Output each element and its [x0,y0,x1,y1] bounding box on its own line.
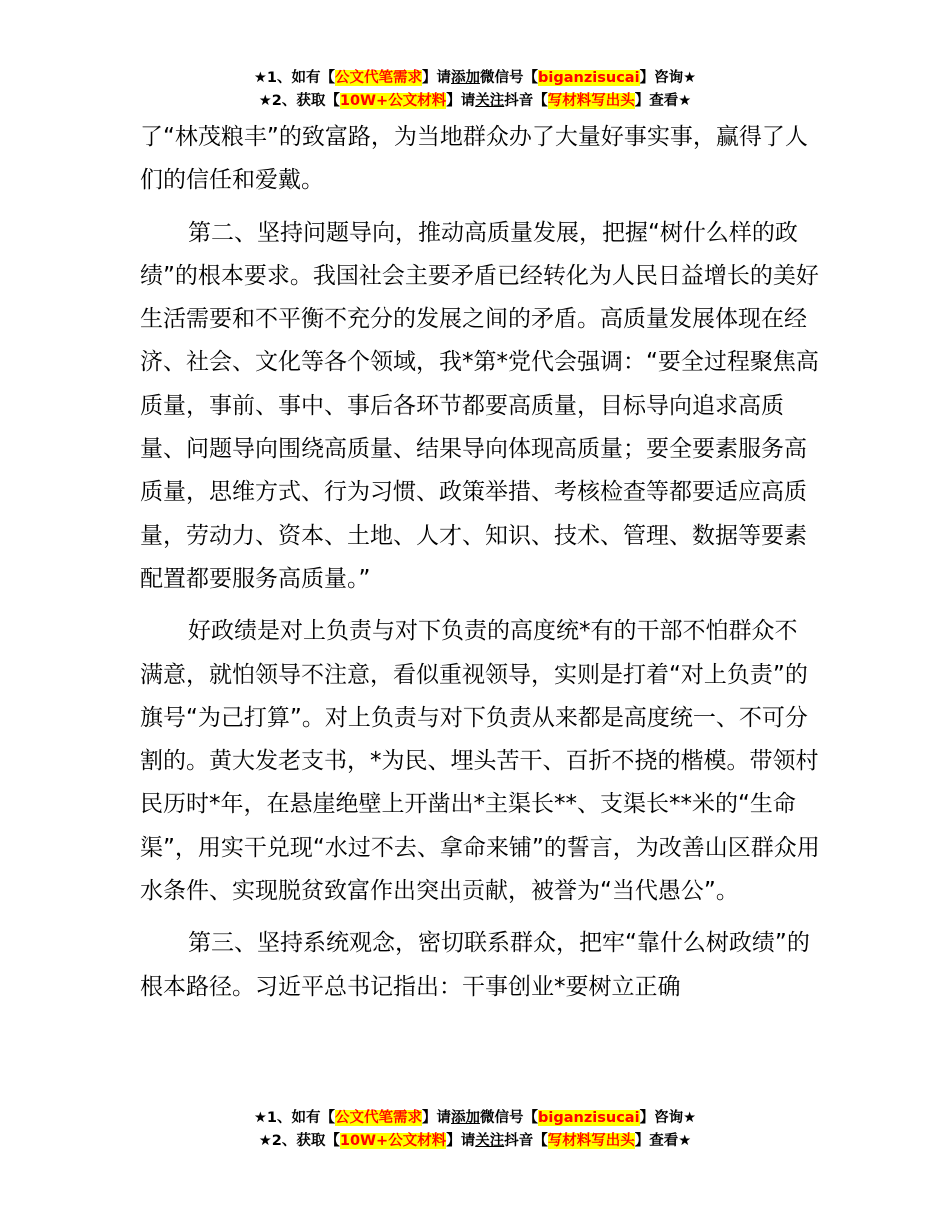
banner-text: ★1、如有【 [253,1110,336,1126]
banner-text: 】咨询★ [639,1110,697,1126]
banner-text: ★1、如有【 [253,70,336,86]
banner-highlight: 写材料写出头 [547,1133,635,1149]
paragraph-section-two: 第二、坚持问题导向，推动高质量发展，把握“树什么样的政绩”的根本要求。我国社会主要矛盾已经转化为人民日益增长的美好生活需要和不平衡不充分的发展之间的矛盾。高质量发展体现在经济、社会、文化等各个领域，我*第*党代会强调：“要全过程聚焦高质量，事前、事中、事后各环节都要高质量，目标导向追求高质量、问题导向围绕高质量、结果导向体现高质量；要全要素服务高质量，思维方式、行为习惯、政策举措、考核检查等都要适应高质量，劳动力、资本、土地、人才、知识、技术、管理、数据等要素配置都要服务高质量。” [140,219,819,592]
paragraph-good-performance: 好政绩是对上负责与对下负责的高度统*有的干部不怕群众不满意，就怕领导不注意，看似重视领导，实则是打着“对上负责”的旗号“为己打算”。对上负责与对下负责从来都是高度统一、不可分割的。黄大发老支书，*为民、埋头苦干、百折不挠的楷模。带领村民历时*年，在悬崖绝壁上开凿出*主渠长**、支渠长**米的“生命渠”，用实干兑现“水过不去、拿命来铺”的誓言，为改善山区群众用水条件、实现脱贫致富作出突出贡献，被誉为“当代愚公”。 [140,618,820,905]
banner-line-1 [0,1107,950,1130]
banner-text: 微信号【 [480,1110,539,1126]
banner-underlined-text: 关注 [475,1133,505,1149]
banner-highlight: biganzisucai [538,70,640,86]
document-body [140,116,820,1018]
banner-text: 】查看★ [634,93,692,109]
banner-text: 】查看★ [634,1133,692,1149]
banner-line-1 [0,67,950,90]
banner-line-2 [0,90,950,113]
banner-underlined-text: 关注 [475,93,505,109]
banner-text: 抖音【 [504,1133,548,1149]
banner-highlight: 10W+公文材料 [339,1133,447,1149]
banner-highlight: 公文代笔需求 [335,1110,423,1126]
banner-text: 】咨询★ [639,70,697,86]
banner-highlight: 写材料写出头 [547,93,635,109]
banner-text: 】请 [422,1110,452,1126]
header-banner [0,67,950,113]
banner-highlight: 公文代笔需求 [335,70,423,86]
footer-banner [0,1107,950,1153]
paragraph-section-three: 第三、坚持系统观念，密切联系群众，把牢“靠什么树政绩”的根本路径。习近平总书记指出：干事创业*要树立正确 [140,930,810,1000]
banner-text: ★2、获取【 [258,93,340,109]
banner-highlight: biganzisucai [538,1110,640,1126]
banner-text: 抖音【 [504,93,548,109]
paragraph-continuation: 了“林茂粮丰”的致富路，为当地群众办了大量好事实事，赢得了人们的信任和爱戴。 [140,124,808,194]
banner-underlined-text: 添加 [451,1110,481,1126]
banner-text: 】请 [446,93,476,109]
banner-text: ★2、获取【 [258,1133,340,1149]
banner-underlined-text: 添加 [451,70,481,86]
banner-text: 微信号【 [480,70,539,86]
banner-text: 】请 [422,70,452,86]
banner-line-2 [0,1130,950,1153]
banner-highlight: 10W+公文材料 [339,93,447,109]
banner-text: 】请 [446,1133,476,1149]
